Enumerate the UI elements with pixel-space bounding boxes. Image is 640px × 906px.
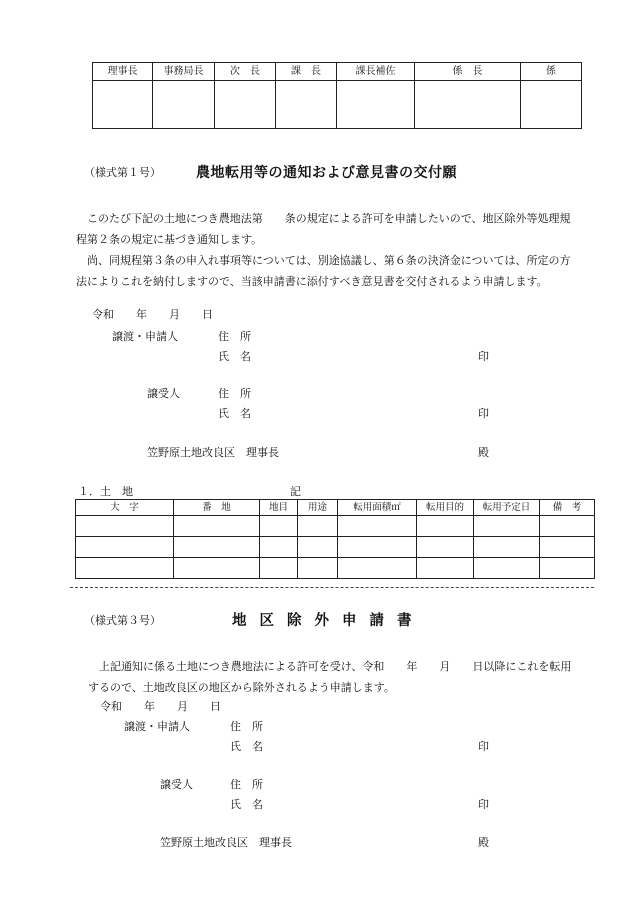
form1-honorific: 殿 [478,446,489,459]
approval-header-cell: 係 [521,63,582,81]
approval-stamp-box [93,81,153,129]
approval-stamp-box [337,81,415,129]
approval-stamp-box [215,81,276,129]
land-cell[interactable] [338,516,417,537]
land-header-cell: 転用予定日 [474,500,540,516]
form3-transferee-address-label: 住 所 [230,778,263,791]
land-cell[interactable] [540,537,595,558]
form3-transferor-name-label: 氏 名 [230,740,263,753]
land-row [76,516,595,537]
land-row [76,537,595,558]
form3-label: （様式第３号） [84,614,161,627]
land-cell[interactable] [260,558,298,579]
approval-header-cell: 理事長 [93,63,153,81]
form1-transferor-address-label: 住 所 [218,330,251,343]
land-header-cell: 地目 [260,500,298,516]
form3-addressee: 笠野原土地改良区 理事長 [160,836,292,849]
form1-paragraph-2: 尚、同規程第３条の申入れ事項等については、別途協議し、第６条の決済金については、所定の方法によりこれを納付しますので、当該申請書に添付すべき意見書を交付されるよう申請します。 [76,254,571,288]
land-cell[interactable] [298,558,338,579]
form3-date: 令和 年 月 日 [100,700,221,713]
cut-line-separator [70,587,594,588]
approval-stamp-box [276,81,337,129]
form1-transferor-seal: 印 [478,350,489,363]
form1-title: 農地転用等の通知および意見書の交付願 [196,165,457,181]
form3-transferor-seal: 印 [478,740,489,753]
form3-transferee-label: 譲受人 [160,778,193,791]
form3-transferee-name-label: 氏 名 [230,798,263,811]
land-cell[interactable] [417,558,474,579]
form1-transferee-label: 譲受人 [147,387,180,400]
land-header-cell: 転用目的 [417,500,474,516]
approval-header-cell: 課長補佐 [337,63,415,81]
approval-header-cell: 事務局長 [153,63,215,81]
form3-honorific: 殿 [478,836,489,849]
land-cell[interactable] [260,537,298,558]
land-cell[interactable] [474,558,540,579]
land-cell[interactable] [540,516,595,537]
approval-header-cell: 課 長 [276,63,337,81]
approval-header-cell: 係 長 [415,63,521,81]
land-cell[interactable] [174,537,260,558]
form1-transferee-address-label: 住 所 [218,387,251,400]
form1-transferee-name-label: 氏 名 [218,407,251,420]
land-header-cell: 用途 [298,500,338,516]
land-section-label: １．土 地 [78,485,133,498]
land-cell[interactable] [474,516,540,537]
land-cell[interactable] [338,537,417,558]
form3-paragraph: 上記通知に係る土地につき農地法による許可を受け、令和 年 月 日以降にこれを転用するので、土地改良区の地区から除外されるよう申請します。 [88,660,572,694]
form3-transferor-address-label: 住 所 [230,720,263,733]
approval-stamp-row [93,81,582,129]
land-cell[interactable] [76,558,174,579]
land-cell[interactable] [417,537,474,558]
form1-transferor-name-label: 氏 名 [218,350,251,363]
form3-transferee-seal: 印 [478,798,489,811]
land-ki: 記 [290,485,301,498]
land-header-row [76,500,595,516]
land-cell[interactable] [474,537,540,558]
form1-date: 令和 年 月 日 [92,308,213,321]
land-cell[interactable] [417,516,474,537]
land-cell[interactable] [76,537,174,558]
land-cell[interactable] [540,558,595,579]
land-cell[interactable] [338,558,417,579]
approval-stamp-table [92,62,582,129]
form1-addressee: 笠野原土地改良区 理事長 [147,446,279,459]
land-cell[interactable] [76,516,174,537]
form1-transferor-label: 譲渡・申請人 [112,330,178,343]
land-cell[interactable] [174,516,260,537]
land-header-cell: 番 地 [174,500,260,516]
land-cell[interactable] [174,558,260,579]
approval-header-cell: 次 長 [215,63,276,81]
land-header-cell: 備 考 [540,500,595,516]
form1-transferee-seal: 印 [478,407,489,420]
form3-title: 地区除外申請書 [232,612,425,629]
approval-stamp-box [415,81,521,129]
land-header-cell: 転用面積㎡ [338,500,417,516]
land-table [75,499,595,579]
approval-stamp-box [153,81,215,129]
approval-stamp-box [521,81,582,129]
land-row [76,558,595,579]
form1-label: （様式第１号） [84,166,161,179]
approval-header-row [93,63,582,81]
form1-paragraph-1: このたび下記の土地につき農地法第 条の規定による許可を申請したいので、地区除外等処理規程第２条の規定に基づき通知します。 [76,212,571,246]
form3-transferor-label: 譲渡・申請人 [124,720,190,733]
land-cell[interactable] [298,537,338,558]
land-header-cell: 大 字 [76,500,174,516]
land-cell[interactable] [298,516,338,537]
land-cell[interactable] [260,516,298,537]
